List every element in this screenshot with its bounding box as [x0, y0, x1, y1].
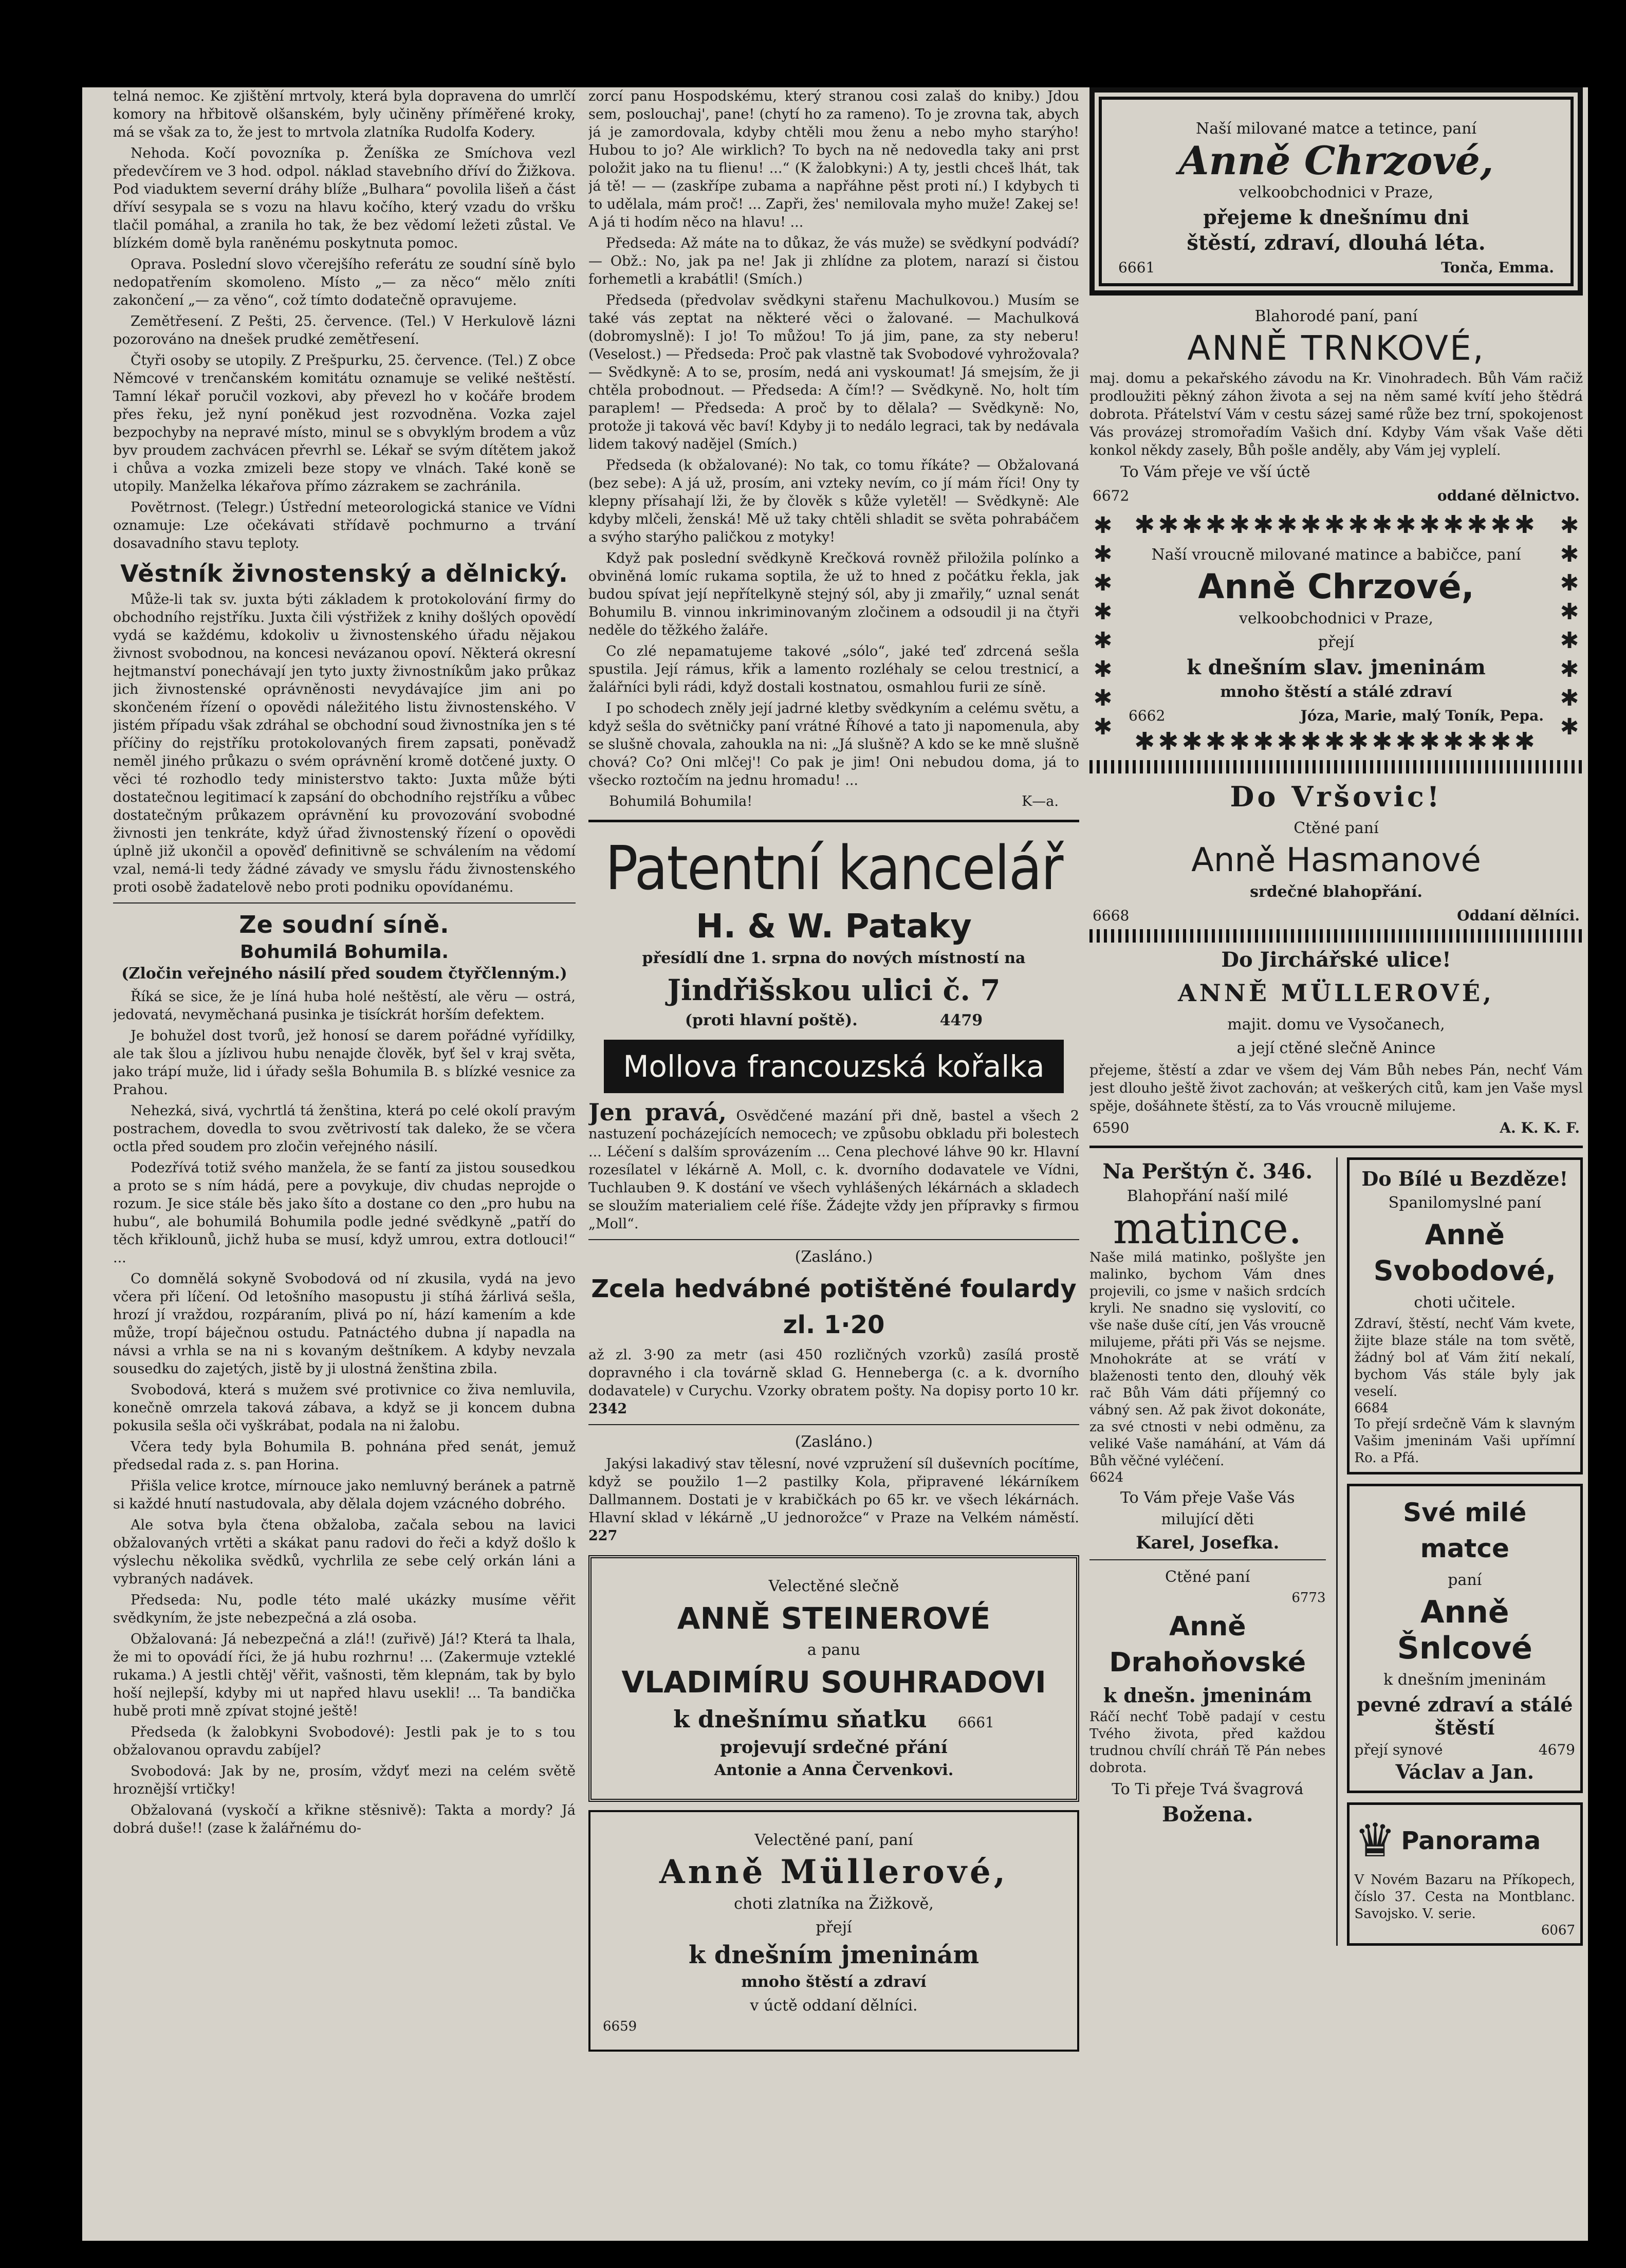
paragraph: Předseda (předvolav svědkyni stařenu Machulkovou.) Musím se také vás zeptat na některé věci o žalované. — Machulková (dobromyslně): I jo! To můžou! To já jim, pane, za sty neberu! (Veselost.) — Předseda: Proč pak vlastně tak Svobodové vyhrožovala? — Svědkyně: A to se, prosím, nedá ani vyskoumat! Já smejsím, že ji chtěla probodnout. — Předseda: A čím!? — Svědkyně. No, holt tím paraplem! — Předseda: A proč by to dělala? — Svědkyně: No, protože ji taková věc baví! Kdyby ji to nedálo legraci, tak by nedávala lidem takový nadějel (Smích.): [588, 292, 1079, 452]
ad-title: Patentní kancelář: [605, 833, 1063, 903]
divider: [1089, 1559, 1326, 1560]
ad-text: V Novém Bazaru na Příkopech, číslo 37. Cesta na Montblanc. Savojsko. V. serie.: [1354, 1872, 1575, 1922]
paragraph: Je bohužel dost tvorů, jež honosí se darem pořádné vyřídilky, ale tak šlou a jízlivou hubu nenajde člověk, byť šel v kraj světa, jako trápí muže, lid i úřady sešla Bohumila B. s blízké vesnice za Prahou.: [113, 1028, 576, 1098]
ad-intro: Velectěné slečně: [768, 1577, 899, 1595]
ad-moll-text: Osvědčené mazání při dně, bastel a všech 2 nastuzení pocházejících nemocech; ve způsobu obkladu při bolestech ... Léčení s dalším sprovázením ... Cena plechové láhve 90 kr. Hlavní rozesílatel v lékárně A. Moll, c. k. dvorního dodavatele ve Vídni, Tuchlauben 9. K dostání ve všech vyhlášených lékárnách a skladech se sloužím materialiem celé říše. Žádejte vždy jen přípravky s firmou „Moll“.: [588, 1108, 1079, 1232]
divider: [588, 1239, 1079, 1240]
ad-text: k dnešnímu sňatku: [673, 1705, 927, 1733]
ad-number: 6662: [1129, 707, 1166, 724]
paragraph: Obžalovaná (vyskočí a křikne stěsnivě): Takta a mordy? Já dobrá duše!! (zase k žalářnému do-: [113, 1802, 576, 1836]
article-subtitle: (Zločin veřejného násilí před soudem čtyřčlenným.): [121, 965, 567, 983]
paragraph: Zemětřesení. Z Pešti, 25. července. (Tel.) V Herkulově lázni pozorováno na dnešek prudké zemětřesení.: [113, 314, 576, 347]
divider: [113, 902, 576, 903]
ad-text: přejí synové: [1354, 1741, 1443, 1758]
ad-text: k dnešním slav. jmeninám: [1187, 655, 1486, 679]
ad-signature: Józa, Marie, malý Toník, Pepa.: [1300, 707, 1544, 724]
ad-number: 6624: [1089, 1470, 1124, 1485]
ad-head: Do Vršovic!: [1230, 780, 1443, 813]
ad-number: 6590: [1093, 1119, 1130, 1136]
ad-number: 6684: [1354, 1400, 1389, 1416]
article-court: [113, 988, 576, 1837]
ad-text: projevují srdečné přání: [720, 1737, 948, 1758]
column-left: [113, 87, 576, 2241]
paragraph: Svobodová: Jak by ne, prosím, vždyť mezi na celém světě hroznější vrtičky!: [113, 1763, 576, 1797]
paragraph: Co domnělá sokyně Svobodová od ní zkusila, vydá na jevo včera při líčení. Od letošního masopustu ji stíhá žárlivá sešla, hrozí jí vraždou, rozpáraním, plivá po ní, hází kamením a kde může, tropí báječnou ostudu. Patnáctého dubna jí napadla na návsi a vrhla se na ni s kovaným deštníkem. A kdyby nevzala sousedku do zajetých, jistě by ji ulostná ženština zbila.: [113, 1271, 576, 1377]
ad-intro: paní: [1448, 1571, 1482, 1589]
article-title: Bohumilá Bohumila.: [239, 942, 449, 963]
column-middle: [588, 87, 1079, 2241]
divider: [1089, 1146, 1583, 1148]
ad-name: ANNĚ MÜLLEROVÉ,: [1178, 979, 1494, 1007]
ad-kola-text: Jakýsi lakadivý stav tělesní, nové vzpružení síl duševních pocítíme, když se použilo 1—2 pastilky Kola, připravené lékárníkem Dallmannem. Dostati je v krabičkách po 65 kr. ve všech lékárnách. Hlavní sklad v lékárně „U jednorožce“ v Praze na Velkém náměstí.: [588, 1456, 1079, 1526]
star-border-icon: ✱✱✱✱✱✱✱✱✱✱✱✱✱✱✱✱✱: [1134, 511, 1538, 538]
paragraph: Včera tedy byla Bohumila B. pohnána před senát, jemuž předsedal rada z. s. pan Horina.: [113, 1439, 576, 1473]
ad-text: srdečné blahopřání.: [1250, 883, 1422, 901]
divider: [588, 820, 1079, 822]
ad-number: 227: [588, 1528, 618, 1544]
paragraph: Přišla velice krotce, mírnouce jako nemluvný beránek a patrně si každé hnutí nastudovala, aby dělala dojem vzácného dobrého.: [113, 1478, 576, 1512]
ad-text: k dnešn. jmeninám: [1103, 1684, 1312, 1707]
crown-icon: ♛: [1354, 1814, 1396, 1868]
ad-jircharska: [1089, 948, 1583, 1136]
ad-company: H. & W. Pataky: [696, 908, 972, 946]
ad-kola: [588, 1455, 1079, 1545]
ad-split: [1089, 1157, 1583, 1946]
ad-text: Zdraví, štěstí, nechť Vám kvete, žijte blaze stále na tom světě, žádný bol ať Vám žití nekalí, bychom Vás stále byly jak veselí.: [1354, 1316, 1575, 1399]
star-border-icon: ✱ ✱ ✱ ✱ ✱ ✱ ✱ ✱: [1093, 512, 1113, 740]
ad-intro: Ctěné paní: [1165, 1568, 1250, 1586]
ad-number: 6661: [1118, 259, 1155, 276]
article-news: [113, 87, 576, 552]
ad-foulard-title: Zcela hedvábné potištěné foulardy zl. 1·20: [591, 1275, 1077, 1339]
divider: [1089, 929, 1583, 943]
ad-intro: Velectěné paní, paní: [754, 1831, 913, 1849]
paragraph: Co zlé nepamatujeme takové „sólo“, jaké teď zdrcená sešla spustila. Její rámus, křik a lamento rozléhaly se celou trestnicí, a žalářníci byli rádi, když dostali kostnatou, osmahlou furii ze síně.: [588, 643, 1079, 695]
ad-text: k dnešním jmeninám: [1383, 1671, 1546, 1689]
ad-text: Ráčí nechť Tobě padají v cestu Tvého života, před každou trudnou chvílí chráň Tě Pán nebes dobrota.: [1089, 1709, 1326, 1776]
ad-signature: Oddaní dělníci.: [1457, 907, 1580, 924]
ad-head: Do Jirchářské ulice!: [1221, 948, 1451, 972]
ad-name: Anně Chrzové,: [1178, 138, 1494, 183]
ad-intro: Naší vroucně milované matince a babičce, paní: [1151, 546, 1521, 564]
paragraph: Předseda (k obžalované): No tak, co tomu říkáte? — Obžalovaná (bez sebe): A já už, prosím, ani vzteky nevím, co jí mám říci! Ony ty klepny přísahají lži, že by člověk s kůže vyletěl! — Svědkyně: Ale kdyby mlčeli, ženská! Mě už taky chtěli shladit se světa pohrabáčem a svýho starýho paličkou z motyky!: [588, 457, 1079, 545]
ad-text: maj. domu a pekařského závodu na Kr. Vinohradech. Bůh Vám račiž prodloužiti pěkný záhon života a sej na něm samé kvítí jeho štědrá dobrota. Přátelství Vám v cestu sázej samé růže bez trní, spokojenost Vás provázej stromořadím Vašich dní. Kdyby Vám však Vaše děti konkol někdy zasely, Bůh pošle anděly, aby Vám jej vyplelí.: [1089, 371, 1583, 458]
column-right: [1089, 87, 1583, 2241]
ad-signature: Božena.: [1161, 1802, 1253, 1827]
ad-foulard-text: až zl. 3·90 za metr (asi 450 rozličných vzorků) zasílá prostě dopravného i cla továrně sklad G. Henneberga (c. a k. dvorního dodavatele) v Curychu. Vzorky obratem pošty. Na dopisy porto 10 kr.: [588, 1347, 1079, 1399]
article-signature: Bohumilá Bohumila!: [609, 794, 753, 809]
paragraph: Když pak poslední svědkyně Krečková rovněž přiložila polínko a obviněná lomíc rukama soptila, že už to hned z počátku řekla, jak budou spívat její nepřítelkyně stejný sól, aby ji zmařily,“ uznal senát Bohumilu B. vinnou inkriminovaným zločinem a odsoudil ji na čtyři neděle do těžkého žaláře.: [588, 550, 1079, 638]
paragraph: Může-li tak sv. juxta býti základem k protokolování firmy do obchodního rejstříku. Juxta čili výstřižek z knihy došlých opovědí vydá se každému, kdokoliv u živnostenského úřadu nějakou živnost svobodnou, na koncesi nevázanou opoví. Některá okresní hejtmanství ponechávají jen tyto juxty živnostníkům jako průkaz jich živnostenské oprávněnosti nevydávajíce jim ani po skončeném řízení o opovědi náležitého listu živnostenského. V jistém případu však zdráhal se obchodní soud živnostníka jen s té příčiny do rejstříku protokolovaných firem zapsati, poněvadž neměl jiného průkazu o svém oprávnění kromě dotčené juxty. O věci té rozhodlo tedy ministerstvo takto: Juxta může býti dostatečnou legitimací k zapsání do obchodního rejstříku a vůbec dostatečným průkazem oprávnění ku provozování svobodné živnosti jen tenkráte, když úřad živnostenský řízení o opovědi úplně již ukončil a opověď definitivně se schválením na vědomí vzal, nemá-li tedy žádné závady ve smyslu řádu živnostenského proti osobě žadatelově nebo proti podniku opovídanému.: [113, 592, 576, 895]
ad-address: Jindřišskou ulici č. 7: [667, 973, 1001, 1007]
paragraph: Říká se sice, že je líná huba holé neštěstí, ale věru — ostrá, jedovatá, nevyměchaná pusinka je tisíckrát horším defektem.: [113, 989, 576, 1023]
section-heading: Ze soudní síně.: [239, 911, 450, 938]
ad-head: Své milé matce: [1403, 1498, 1527, 1563]
divider: [1089, 760, 1583, 773]
ad-intro: Blahorodé paní, paní: [1254, 307, 1418, 325]
ad-head: Do Bílé u Bezděze!: [1361, 1167, 1568, 1190]
ad-panorama: [1347, 1802, 1583, 1946]
ad-mullerova: [588, 1810, 1079, 2052]
ad-intro: Ctěné paní: [1294, 819, 1379, 837]
ad-signature: v úctě oddaní dělníci.: [750, 1997, 918, 2015]
ad-text: přejí: [1318, 633, 1355, 651]
ad-moll-banner: Mollova francouzská kořalka: [604, 1040, 1064, 1093]
ad-text: a její ctěné slečně Anince: [1236, 1039, 1436, 1057]
ad-signature: oddané dělnictvo.: [1437, 487, 1580, 504]
paragraph: Podezřívá totiž svého manžela, že se fantí za jistou sousedkou a proto se s ním hádá, pere a povykuje, div chudas neprojde o rozum. Je sice stále běs jako šíto a dostane co den „pro hubu na hubu“, ale bohumilá Bohumila podle jedné svědkyně „patří do těch křiklounů, jichž huba se musí, když umrou, extra dotlouci!“ ...: [113, 1160, 576, 1266]
ad-foulard: [588, 1346, 1079, 1418]
ad-text: choti učitele.: [1414, 1294, 1516, 1312]
ad-name: ANNĚ TRNKOVÉ,: [1187, 328, 1485, 368]
ad-trnkova: [1089, 306, 1583, 504]
divider: [588, 1424, 1079, 1425]
ad-text: velkoobchodnici v Praze,: [1239, 183, 1434, 201]
ad-number: 6659: [603, 2019, 637, 2034]
ad-number: 2342: [588, 1401, 627, 1417]
paragraph: I po schodech zněly její jadrné kletby svědkyním a celému světu, a když sešla do světničky paní vrátné Říhové a tato ji napomenula, aby se slušně chovala, zahoukla na ni: „Já slušně? A kdo se ke mně slušně chová? Co? Oni mlčej'! Co pak je jim! Oni nebudou doma, já to všecko roztočím na jednu hromadu! ...: [588, 700, 1079, 788]
paragraph: zorcí panu Hospodskému, který stranou cosi zalaš do kniby.) Jdou sem, poslouchaj', pane! (chytí ho za rameno). To je zrovna tak, abych já je zamordovala, kdyby chtěli mou ženu a nebo myho starýho! Hubou to jo? Ale wirklich? To bych na ně nedovedla taky ani prst položit jako na tu flienu! ...“ (K žalobkyni:) A ty, jestli chceš lhát, tak já tě! — — (zaskřípe zubama a napřáhne pěst proti ní.) I kdybych ti to udělala, mám proč! ... Zapři, žes' nemilovala myho muže! Zakej se! A já ti hodím něco na hlavu! ...: [588, 88, 1079, 230]
star-border-icon: ✱ ✱ ✱ ✱ ✱ ✱ ✱ ✱: [1560, 512, 1579, 740]
ad-text: přesídlí dne 1. srpna do nových místností na: [642, 949, 1026, 967]
ad-name: Anně Šnlcové: [1397, 1594, 1532, 1666]
ad-text: pevné zdraví a stálé štěstí: [1357, 1693, 1573, 1739]
ad-signature: Karel, Josefka.: [1136, 1533, 1280, 1553]
ad-intro: Naší milované matce a tetince, paní: [1195, 120, 1477, 138]
ad-name: Anně Chrzové,: [1198, 567, 1474, 606]
ad-column: [1336, 1157, 1583, 1946]
ad-name: matince.: [1113, 1203, 1302, 1253]
star-border-icon: ✱✱✱✱✱✱✱✱✱✱✱✱✱✱✱✱✱: [1134, 728, 1538, 755]
ad-snlcova: [1347, 1484, 1583, 1793]
ad-note: (proti hlavní poště).: [685, 1011, 858, 1029]
ad-hasmanova: [1089, 779, 1583, 924]
ad-name: Anně Müllerové,: [659, 1853, 1009, 1891]
paragraph: Čtyři osoby se utopily. Z Prešpurku, 25. července. (Tel.) Z obce Němcové v trenčanském komitátu oznamuje se veliké neštěstí. Tamní lékař poručil vozkovi, aby převezl ho v kočáře brodem přes řeku, jež nyní poněkud jest rozvodněna. Vozka zajel bezpochyby na nepravé místo, minul se s obvyklým brodem a vůz byv proudem zachvácen převrhl se. Lékař se svým dítětem jakož i chůva a vozka zmizeli beze stopy ve vlnách. Také koně se utopily. Manželka lékařova přímo zázrakem se zachránila.: [113, 353, 576, 494]
ad-text: To Vám přeje ve vší úctě: [1120, 463, 1310, 481]
ad-text: Naše milá matinko, pošlyšte jen malinko, bychom Vám dnes projevili, co jsme v našich srdcích kryli. Ne snadno się vyslovití, co vše naše duše cítí, jen Vás vroucně milujeme, přáti při Vás se nejsme. Mnohokráte at se vrátí v blaženosti tento den, dlouhý věk rač Bůh Vám dáti příjemný co vábný sen. Až pak život dokonáte, za své ctnosti v nebi odměnu, za veliké Vaše namáhání, at Vám dá Bůh věčné vyléčení.: [1089, 1250, 1326, 1469]
paragraph: telná nemoc. Ke zjištění mrtvoly, která byla dopravena do umrlčí komory na hřbitově olšanském, byly učiněny příměřené kroky, má se však za to, že jest to mrtvola zlatníka Rudolfa Kodery.: [113, 88, 576, 140]
ad-groom-name: VLADIMÍRU SOUHRADOVI: [621, 1665, 1046, 1700]
ad-wedding: [588, 1555, 1079, 1802]
ad-intro: Spanilomyslné paní: [1388, 1194, 1541, 1212]
zaslano-label: (Zasláno.): [794, 1248, 873, 1266]
ad-text: To Ti přeje Tvá švagrová: [1112, 1780, 1304, 1798]
ad-number: 6661: [957, 1714, 994, 1731]
paragraph: Nehezká, sivá, vychrtlá tá ženština, která po celé okolí pravým postrachem, dovedla to svou zvětrivostí tak daleko, že se včera octla před soudem pro zločin veřejného násilí.: [113, 1103, 576, 1155]
ad-chrzova-stars: [1089, 511, 1583, 755]
paragraph: Předseda (k žalobkyni Svobodové): Jestli pak je to s tou obžalovanou opravdu zabíjel?: [113, 1724, 576, 1758]
ad-signature: Václav a Jan.: [1395, 1760, 1534, 1783]
ad-text: přejí: [816, 1919, 852, 1937]
ad-name: Anně Hasmanové: [1191, 841, 1481, 879]
section-heading: Věstník živnostenský a dělnický.: [120, 560, 568, 587]
newspaper-page: [82, 87, 1588, 2241]
paragraph: Předseda: Nu, podle této malé ukázky musíme věřit svědkyním, že jste nebezpečná a zlá osoba.: [113, 1592, 576, 1626]
ad-bride-name: ANNĚ STEINEROVÉ: [677, 1601, 991, 1636]
paragraph: Předseda: Až máte na to důkaz, že vás muže) se svědkyní podvádí? — Obž.: No, jak pa ne! Jak ji zhlídne za plotem, narazí si čistou forhemetli a krabátli! (Smích.): [588, 235, 1079, 287]
paragraph: Oprava. Poslední slovo včerejšího referátu ze soudní síně bylo nedopatřením skomoleno. Místo „— za něco“ mělo zníti zakončení „— za věno“, což tímto dodatečně opravujeme.: [113, 256, 576, 308]
ad-signature: Antonie a Anna Červenkovi.: [714, 1761, 954, 1779]
ad-text: To Vám přeje Vaše Vás milující děti: [1120, 1489, 1295, 1528]
ad-text: mnoho štěstí a zdraví: [741, 1973, 927, 1991]
ad-text: velkoobchodnici v Praze,: [1239, 610, 1434, 628]
ad-text: a panu: [807, 1641, 861, 1659]
paragraph: Obžalovaná: Já nebezpečná a zlá!! (zuřivě) Já!? Která ta lhala, že mi to opovádí říci, že já hubu rozhrnu! ... (Zakermuje vzteklé rukama.) A jestli chtěj' věřit, vašnosti, těm klepnám, tak by bylo hoší nejlepší, kdyby mi ut napřed hlavu usekli! ... Ta bandička hubě proti mně zpívat stojné ještě!: [113, 1631, 576, 1719]
ad-svobodova: [1347, 1157, 1583, 1474]
paragraph: Svobodová, která s mužem své protivnice co živa nemluvila, konečně omrzela taková zábava, a když se ji koncem dubna pokusila sešla oči vyškrábat, podala na ni žalobu.: [113, 1382, 576, 1434]
ad-patent-office: [588, 833, 1079, 1029]
ad-moll: [588, 1098, 1079, 1233]
ad-head: Na Perštýn č. 346.: [1102, 1159, 1313, 1184]
author-initials: K—a.: [1022, 794, 1059, 809]
ad-text: přejeme, štěstí a zdar ve všem dej Vám Bůh nebes Pán, nechť Vám jest dlouho ještě život zachován; at veškerých citů, kam jen Vaše mysl spěje, došáhnete štěstí, za to Vás vroucně milujeme.: [1089, 1062, 1583, 1114]
article-trade: [113, 591, 576, 896]
zaslano-label: (Zasláno.): [794, 1433, 873, 1451]
ad-text: přejeme k dnešnímu dni: [1203, 206, 1469, 229]
ad-perstyn: [1089, 1157, 1326, 1946]
ad-number: 6668: [1093, 907, 1130, 924]
ad-chrzova-framed: [1089, 87, 1583, 296]
ad-number: 4679: [1538, 1741, 1575, 1758]
ad-text: štěstí, zdraví, dlouhá léta.: [1187, 231, 1486, 255]
paragraph: Nehoda. Kočí povozníka p. Ženíška ze Smíchova vezl předevčírem ve 3 hod. odpol. náklad stavebního dříví do Žižkova. Pod viaduktem severní dráhy blíže „Bulhara“ povolila lišeň a část dříví sesypala se s vozu na hlavu kočího, který vzadu do vršku tlačil pomáhal, a zranila ho tak, že bez vědomí ležeti zůstal. Ve blízkém domě byla raněnému poskytnuta pomoc.: [113, 145, 576, 251]
paragraph: Povětrnost. (Telegr.) Ústřední meteorologická stanice ve Vídni oznamuje: Lze očekávati střídavě pochmurno a trvání dosavadního stavu teploty.: [113, 500, 576, 551]
ad-name: Anně Svobodové,: [1373, 1219, 1556, 1287]
ad-name: Panorama: [1401, 1827, 1541, 1855]
ad-number: 4479: [939, 1011, 983, 1029]
ad-signature: Tonča, Emma.: [1441, 259, 1554, 276]
ad-number: 6773: [1291, 1590, 1326, 1606]
ad-text: majit. domu ve Vysočanech,: [1227, 1016, 1445, 1034]
ad-text: To přejí srdečně Vám k slavným Vašim jmeninám Vaši upřímní Ro. a Pfá.: [1354, 1416, 1575, 1466]
ad-text: k dnešním jmeninám: [688, 1941, 980, 1969]
ad-moll-head: Jen pravá,: [588, 1098, 727, 1126]
ad-name: Anně Drahoňovské: [1109, 1611, 1306, 1678]
ad-number: 6672: [1093, 487, 1130, 504]
ad-text: choti zlatníka na Žižkově,: [734, 1895, 934, 1913]
ad-number: 6067: [1541, 1923, 1575, 1938]
ad-signature: A. K. K. F.: [1500, 1119, 1580, 1136]
paragraph: Ale sotva byla čtena obžaloba, začala sebou na lavici obžalovaných vrtěti a skákat panu radovi do řeči a když došlo k výslechu několika svědků, vychrlila ze sebe celý orkán láni a vybraných nadávek.: [113, 1517, 576, 1587]
article-court-continued: [588, 87, 1079, 810]
ad-intro: Blahopřání naší milé: [1126, 1187, 1288, 1205]
ad-text: mnoho štěstí a stálé zdraví: [1220, 683, 1452, 701]
